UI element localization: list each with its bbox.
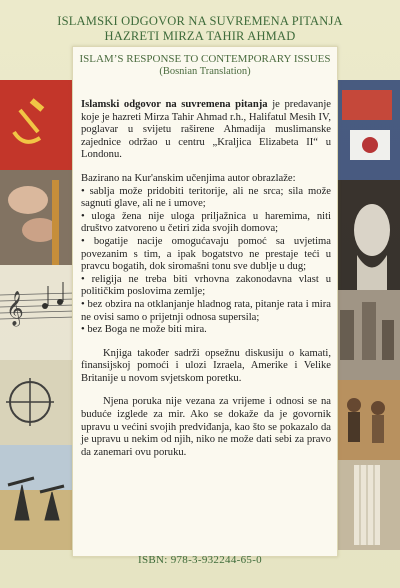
panel-heading [73,53,337,78]
intro-book-title: Islamski odgovor na suvremena pitanja [81,99,268,110]
right-collage [332,80,400,550]
hands-with-cane [0,170,75,265]
bullet-item: • uloga žena nije uloga priljažnica u haremima, niti društvo zatvoreno u četiri zida svojih domova; [81,210,331,235]
cover-title-line-1: ISLAMSKI ODGOVOR NA SUVREMENA PITANJA [57,14,343,28]
marble-column [332,460,400,550]
woman-statue [332,180,400,290]
left-image-strip [0,80,75,550]
description-text [81,99,331,470]
oil-pumpjacks [0,445,75,550]
translation-note: (Bosnian Translation) [159,65,251,77]
bullet-item: • bez obzira na otklanjanje hladnog rata, pitanje rata i mira ne ovisi samo o prijetnji odnosa supersila; [81,298,331,323]
figures-scene [332,380,400,460]
right-image-strip [332,80,400,550]
bullet-list [81,186,331,337]
description-panel [72,46,338,557]
discussion-paragraph: Knjiga također sadrži opsežnu diskusiju o kamati, finansijskoj pomoći i ulozi Izraela, Amerike i Velike Britanije u novom svjetskom poretku. [81,347,331,384]
music-notes-sheet [0,265,75,360]
lead-in-line: Bazirano na Kur'anskim učenjima autor obrazlaže: [81,172,296,184]
cover-title-line-2: HAZRETI MIRZA TAHIR AHMAD [104,29,296,43]
svg-text:𝄞: 𝄞 [6,291,24,326]
bullet-item: • bez Boga ne može biti mira. [81,324,207,336]
crosshair-target-icon [0,360,75,445]
ruined-building [332,290,400,380]
message-paragraph: Njena poruka nije vezana za vrijeme i odnosi se na buduće izglede za mir. Ako se dokaže da je govornik upravu u većini svojih predviđanja, kao što se pokazalo da je upravu u nekim od njih, niko ne može dati sebi za pravo da zanemari ovu poruku. [81,396,331,458]
intro-text: je predavanje koje je hazreti Mirza Tahir Ahmad r.h., Halifatul Mesih IV, poglavar u svijetu raširene Ahmadija muslimanske zajednice održao u centru „Kraljica Elizabeta II“ u Londonu. [81,99,331,161]
left-collage [0,80,75,550]
cover-title [0,14,400,44]
bullet-item: • religija ne treba biti vrhovna zakonodavna vlast u političkim poslovima zemlje; [81,273,331,298]
isbn-number: ISBN: 978-3-932244-65-0 [138,554,262,566]
flags-collage [332,80,400,180]
intro-paragraph [81,99,331,162]
hammer-sickle-flag-icon [0,80,75,170]
bullet-item: • bogatije nacije omogućavaju pomoć sa uvjetima povezanim s tim, a ipak bogatstvo ne prestaje teći u pravcu bogatih, dok siromašni tonu sve dublje u dug; [81,235,331,273]
bullet-item: • sablja može pridobiti teritorije, ali ne srca; sila može sagnuti glave, ali ne i umove; [81,185,331,210]
english-title: ISLAM’S RESPONSE TO CONTEMPORARY ISSUES [79,53,331,65]
